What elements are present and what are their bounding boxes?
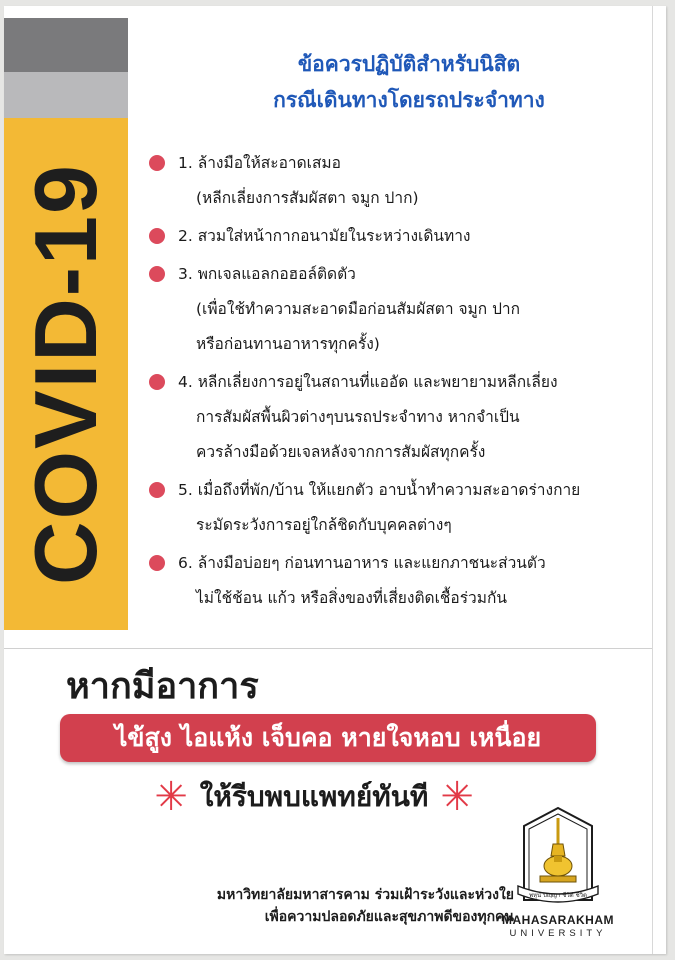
guideline-list (144, 146, 664, 619)
guideline-item (144, 473, 664, 543)
guideline-text: 6. ล้างมือบ่อยๆ ก่อนทานอาหาร และแยกภาชนะส่วนตัว (178, 554, 546, 572)
symptoms-heading: หากมีอาการ (66, 666, 259, 707)
symptoms-banner (60, 714, 596, 762)
guideline-text: หรือก่อนทานอาหารทุกครั้ง) (196, 335, 380, 353)
bullet-dot-icon (149, 155, 165, 171)
covid-title-text: COVID-19 (16, 163, 116, 585)
urgent-notice (104, 772, 524, 822)
logo-tower-top (551, 844, 565, 856)
page-title (204, 46, 614, 118)
guideline-item (144, 365, 664, 470)
university-name: MAHASARAKHAM (502, 913, 614, 927)
sidebar-stripe-grey (4, 72, 128, 118)
sidebar-stripe-dark (4, 18, 128, 72)
guideline-item (144, 257, 664, 362)
footer-line-2: เพื่อความปลอดภัยและสุขภาพดีของทุกคน (264, 909, 514, 925)
poster-sheet (4, 6, 666, 954)
symptoms-list: ไข้สูง ไอแห้ง เจ็บคอ หายใจหอบ เหนื่อย (114, 723, 542, 752)
footer-line-1: มหาวิทยาลัยมหาสารคาม ร่วมเฝ้าระวังและห่วงใย (216, 887, 514, 903)
guideline-text: (หลีกเลี่ยงการสัมผัสตา จมูก ปาก) (196, 189, 419, 207)
guideline-text: 2. สวมใส่หน้ากากอนามัยในระหว่างเดินทาง (178, 227, 471, 245)
asterisk-icon: ✳ (154, 774, 188, 820)
urgent-text: ให้รีบพบแพทย์ทันที (199, 780, 429, 813)
page-title-line-2: กรณีเดินทางโดยรถประจำทาง (273, 88, 545, 112)
guideline-text: (เพื่อใช้ทำความสะอาดมือก่อนสัมผัสตา จมูก ปาก (196, 300, 521, 318)
university-subtitle: UNIVERSITY (509, 928, 607, 939)
guideline-text: 4. หลีกเลี่ยงการอยู่ในสถานที่แออัด และพยายามหลีกเลี่ยง (178, 373, 558, 391)
covid-title (4, 118, 128, 630)
guideline-text: ระมัดระวังการอยู่ใกล้ชิดกับบุคคลต่างๆ (196, 516, 452, 534)
guideline-item (144, 546, 664, 616)
guideline-item (144, 219, 664, 254)
footer-message (134, 884, 514, 928)
bullet-dot-icon (149, 228, 165, 244)
university-logo (510, 804, 606, 914)
logo-base (540, 876, 576, 882)
guideline-text: 1. ล้างมือให้สะอาดเสมอ (178, 154, 341, 172)
bullet-dot-icon (149, 266, 165, 282)
guideline-text: 5. เมื่อถึงที่พัก/บ้าน ให้แยกตัว อาบน้ำทำความสะอาดร่างกาย (178, 481, 581, 499)
guideline-item (144, 146, 664, 216)
guideline-text: 3. พกเจลแอลกอฮอล์ติดตัว (178, 265, 356, 283)
page-title-line-1: ข้อควรปฏิบัติสำหรับนิสิต (297, 52, 521, 76)
logo-motto: พหุนํ ปญฺญา ชีวิตํ ชีวิต (529, 892, 587, 899)
guideline-text: ไม่ใช้ช้อน แก้ว หรือสิ่งของที่เสี่ยงติดเชื้อร่วมกัน (196, 589, 507, 607)
asterisk-icon: ✳ (440, 774, 474, 820)
guideline-text: ควรล้างมือด้วยเจลหลังจากการสัมผัสทุกครั้ง (196, 443, 486, 461)
guideline-text: การสัมผัสพื้นผิวต่างๆบนรถประจำทาง หากจำเป็น (196, 408, 520, 426)
bullet-dot-icon (149, 555, 165, 571)
bullet-dot-icon (149, 374, 165, 390)
section-divider (4, 648, 652, 649)
bullet-dot-icon (149, 482, 165, 498)
logo-tower-neck (554, 856, 562, 862)
